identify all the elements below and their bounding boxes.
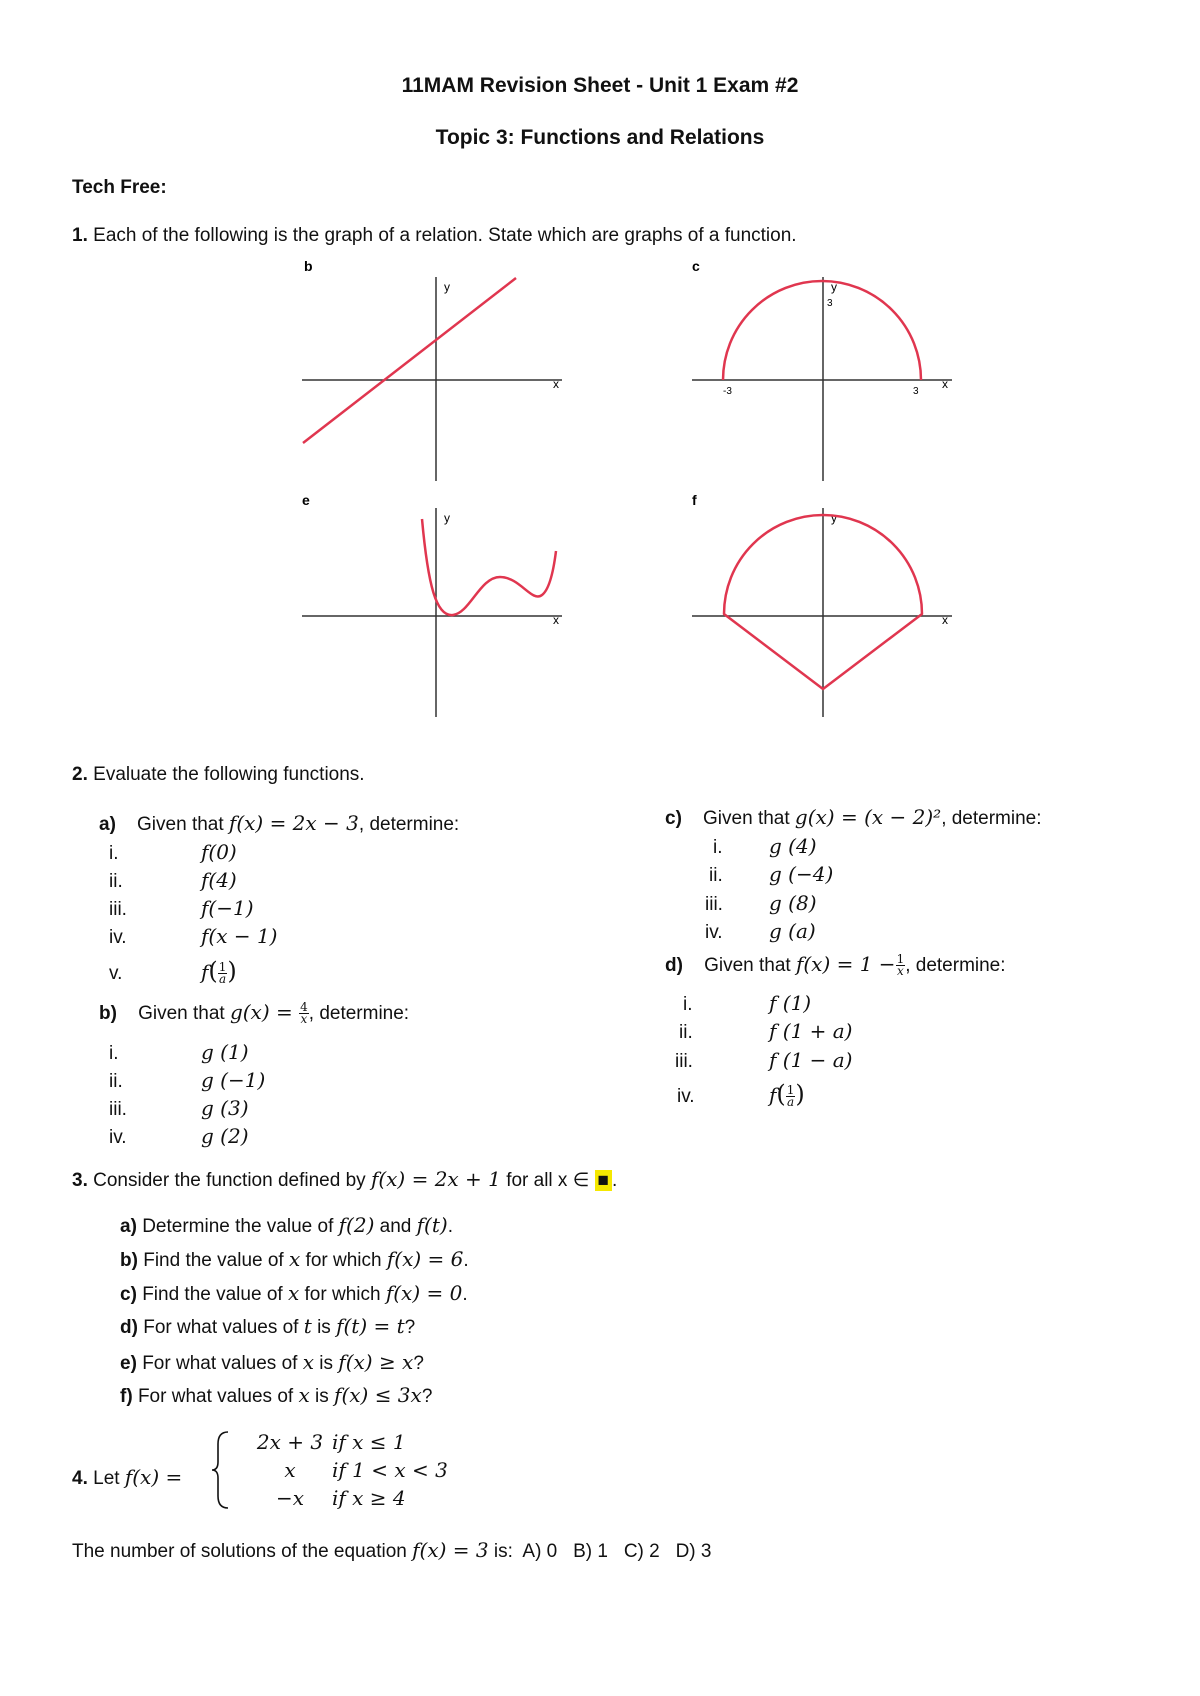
question-text: Consider the function defined by [93, 1170, 366, 1191]
q2a-item-1: i. f(0) [109, 840, 237, 864]
q2c-item-2: ii. g (−4) [709, 862, 834, 886]
case-expr: 2x + 3 [256, 1430, 324, 1454]
fraction: $\frac{1}{x}$ [896, 952, 905, 979]
q2d-item-1: i. f (1) [683, 991, 812, 1015]
graph-label: b [304, 258, 313, 274]
option-c: C) 2 [623, 1541, 660, 1562]
graph-f [692, 492, 952, 717]
graph-e [302, 492, 562, 717]
q4-question: The number of solutions of the equation f(x) = 3 is: A) 0 B) 1 C) 2 D) 3 [72, 1538, 712, 1562]
function-lhs: f(x) = [124, 1465, 183, 1489]
part-tag: c) [665, 808, 682, 829]
question-number: 3. [72, 1170, 88, 1191]
question-4 [72, 1465, 182, 1490]
q2d-header [665, 952, 1006, 977]
tick-label: 3 [913, 386, 919, 397]
question-text: Each of the following is the graph of a relation. State which are graphs of a function. [93, 225, 797, 246]
part-tag: d) [665, 955, 683, 976]
function-definition: f(x) = 2x + 1 [370, 1167, 501, 1191]
highlighted-set-symbol: ■ [595, 1170, 612, 1191]
graph-c [692, 258, 952, 481]
tick-label: -3 [723, 386, 732, 397]
q2b-header [99, 1000, 409, 1025]
q2c-item-1: i. g (4) [713, 834, 817, 858]
part-tag: b) [99, 1003, 117, 1024]
let-text: Let [93, 1468, 120, 1489]
q2a-item-3: iii. f(−1) [109, 896, 254, 920]
case-condition: if x ≤ 1 [332, 1430, 406, 1454]
function-definition: f(x) = 2x − 3 [228, 811, 359, 835]
given-text: Given that [703, 808, 790, 829]
q3-part-f: f) For what values of x is f(x) ≤ 3x? [120, 1383, 433, 1407]
section-heading: Tech Free: [72, 177, 167, 198]
option-a: A) 0 [522, 1541, 558, 1562]
q2d-item-3: iii. f (1 − a) [675, 1048, 853, 1072]
document-title: 11MAM Revision Sheet - Unit 1 Exam #2 [401, 74, 799, 97]
question-number: 1. [72, 225, 88, 246]
relation-graphs [290, 255, 980, 725]
case-condition: if x ≥ 4 [332, 1486, 406, 1510]
graph-label: c [692, 258, 700, 274]
function-definition: g(x) = (x − 2)² [794, 805, 942, 829]
tick-label: 3 [827, 298, 833, 309]
q2a-item-5: v. f( $\frac{1}{a}$ ) [109, 957, 237, 987]
relation-curve [422, 519, 556, 615]
graph-b [302, 258, 562, 481]
given-text: Given that [138, 1003, 225, 1024]
option-d: D) 3 [675, 1541, 712, 1562]
given-text: Given that [704, 955, 791, 976]
question-number: 4. [72, 1468, 88, 1489]
q2a-item-4: iv. f(x − 1) [109, 924, 278, 948]
y-axis-label: y [444, 511, 450, 525]
x-axis-label: x [553, 613, 559, 627]
q3-part-c: c) Find the value of x for which f(x) = 0. [120, 1281, 468, 1305]
piecewise-brace [210, 1428, 236, 1512]
ask-text: , determine: [358, 814, 460, 835]
case-expr: −x [275, 1486, 305, 1510]
question-2 [72, 764, 365, 786]
q2b-item-1: i. g (1) [109, 1040, 249, 1064]
x-axis-label: x [942, 613, 948, 627]
q2d-item-4: iv. f( $\frac{1}{a}$ ) [677, 1080, 805, 1110]
q3-part-a: a) Determine the value of f(2) and f(t). [120, 1213, 453, 1237]
question-number: 2. [72, 764, 88, 785]
question-3: 3. Consider the function defined by f(x) = 2x + 1 for all x ∈ ■ . [72, 1167, 618, 1191]
option-b: B) 1 [573, 1541, 608, 1562]
topic-heading: Topic 3: Functions and Relations [435, 126, 765, 149]
q2b-item-2: ii. g (−1) [109, 1068, 266, 1092]
graph-label: e [302, 492, 310, 508]
function-definition: f(x) = 1 − [795, 952, 896, 976]
fraction: $\frac{4}{x}$ [300, 1000, 308, 1027]
relation-curve [303, 278, 516, 443]
q3-part-d: d) For what values of t is f(t) = t? [120, 1314, 416, 1338]
q2c-header [665, 805, 1042, 830]
x-axis-label: x [942, 377, 948, 391]
piecewise-cases [248, 1430, 448, 1514]
y-axis-label: y [444, 280, 450, 294]
q2b-item-4: iv. g (2) [109, 1124, 249, 1148]
given-text: Given that [137, 814, 224, 835]
q2a-header [99, 811, 459, 836]
q3-part-e: e) For what values of x is f(x) ≥ x? [120, 1350, 424, 1374]
domain-text: for all x ∈ [506, 1170, 590, 1191]
case-expr: x [284, 1458, 296, 1482]
x-axis-label: x [553, 377, 559, 391]
graph-label: f [692, 492, 697, 508]
ask-text: , determine: [905, 955, 1006, 976]
question-text: Evaluate the following functions. [93, 764, 365, 785]
q2c-item-4: iv. g (a) [705, 919, 816, 943]
ask-text: , determine: [308, 1003, 410, 1024]
q2d-item-2: ii. f (1 + a) [679, 1019, 853, 1043]
ask-text: , determine: [941, 808, 1042, 829]
function-definition: g(x) = [229, 1000, 300, 1024]
q3-part-b: b) Find the value of x for which f(x) = 6. [120, 1247, 469, 1271]
relation-curve [723, 281, 921, 380]
y-axis-label: y [831, 280, 837, 294]
part-tag: a) [99, 814, 116, 835]
case-condition: if 1 < x < 3 [332, 1458, 448, 1482]
q2b-item-3: iii. g (3) [109, 1096, 249, 1120]
y-axis-label: y [831, 511, 837, 525]
q2c-item-3: iii. g (8) [705, 891, 817, 915]
q2a-item-2: ii. f(4) [109, 868, 237, 892]
question-1 [72, 225, 797, 247]
